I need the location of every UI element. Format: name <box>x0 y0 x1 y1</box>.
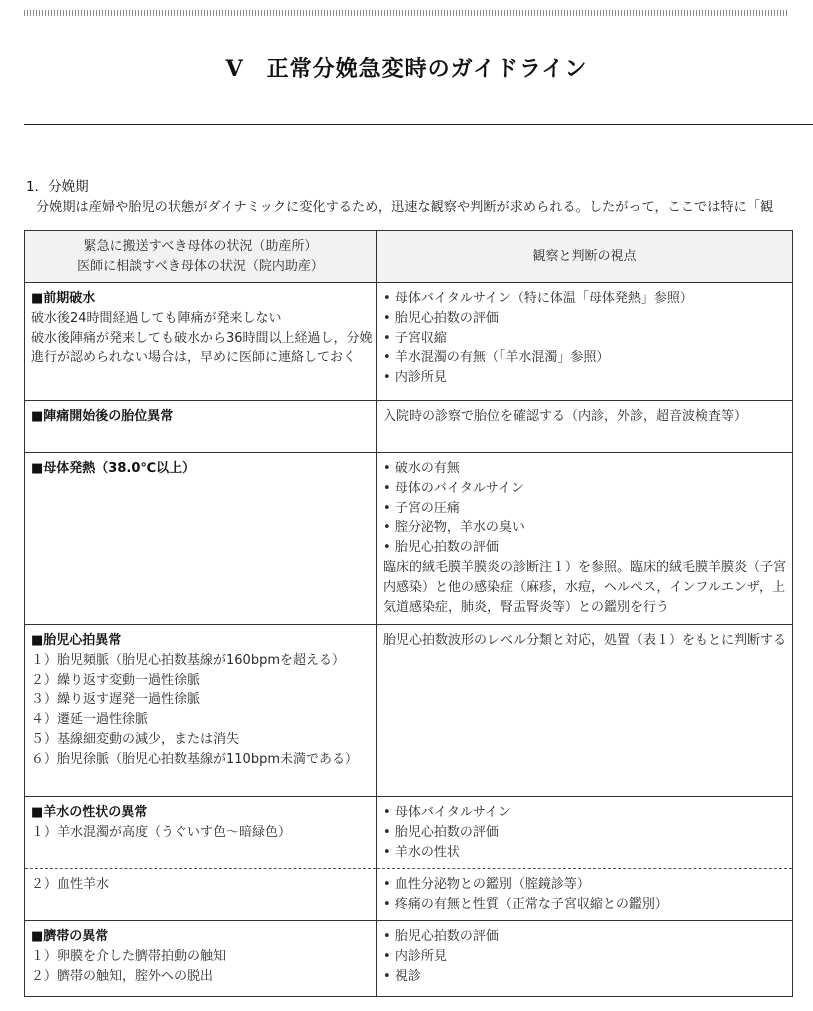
section-intro: 分娩期は産婦や胎児の状態がダイナミックに変化するため，迅速な観察や判断が求められる。したがって，ここでは特に「観 <box>36 200 774 215</box>
table-row <box>25 453 793 625</box>
condition-cell: ■ 臍帯の異常 １）卵膜を介した臍帯拍動の触知 ２）臍帯の触知，腟外への脱出 <box>25 921 377 997</box>
observation-cell: 入院時の診察で胎位を確認する（内診，外診，超音波検査等） <box>377 401 793 453</box>
table-row <box>25 921 793 997</box>
top-dotted-rule <box>24 10 788 16</box>
observation-cell: • 母体バイタルサイン（特に体温「母体発熱」参照） • 胎児心拍数の評価 • 子宮収縮 • 羊水混濁の有無（「羊水混濁」参照） • 内診所見 <box>377 283 793 401</box>
table-row <box>25 401 793 453</box>
table-row <box>25 625 793 797</box>
observation-cell: • 破水の有無 • 母体のバイタルサイン • 子宮の圧痛 • 腟分泌物，羊水の臭い • 胎児心拍数の評価 臨床的絨毛膜羊膜炎の診断注１）を参照。臨床的絨毛膜羊膜炎（子宮内感染）と他の感染症（麻疹，水痘，ヘルペス，インフルエンザ，上気道感染症，肺炎，腎盂腎炎等）との鑑別を行う <box>377 453 793 625</box>
condition-cell <box>25 453 377 625</box>
title-divider <box>24 124 813 125</box>
observation-cell: 胎児心拍数波形のレベル分類と対応，処置（表１）をもとに判断する <box>377 625 793 797</box>
condition-cell: ■ 前期破水 破水後24時間経過しても陣痛が発来しない 破水後陣痛が発来しても破水から36時間以上経過し，分娩 進行が認められない場合は，早めに医師に連絡しておく <box>25 283 377 401</box>
table-row <box>25 869 793 921</box>
condition-cell: ■ 胎児心拍異常 １）胎児頻脈（胎児心拍数基線が160bpmを超える） ２）繰り返す変動一過性徐脈 ３）繰り返す遅発一過性徐脈 ４）遷延一過性徐脈 ５）基線細変動の減少，または消失 ６）胎児徐脈（胎児心拍数基線が110bpm未満である） <box>25 625 377 797</box>
table-row <box>25 797 793 869</box>
row-title: ■ 母体発熱（38.0℃以上） <box>31 459 370 479</box>
header-observation-viewpoint: 観察と判断の視点 <box>377 231 793 283</box>
row-title: ■ 胎児心拍異常 <box>31 631 370 651</box>
row-title: ■ 臍帯の異常 <box>31 927 370 947</box>
condition-cell <box>25 401 377 453</box>
chapter-title: V 正常分娩急変時のガイドライン <box>225 56 588 82</box>
row-title: ■ 羊水の性状の異常 <box>31 803 370 823</box>
guideline-table <box>24 230 793 997</box>
row-title: ■ 陣痛開始後の胎位異常 <box>31 407 370 427</box>
header-maternal-conditions: 緊急に搬送すべき母体の状況（助産所） 医師に相談すべき母体の状況（院内助産） <box>25 231 377 283</box>
section-heading: 1．分娩期 <box>26 179 89 195</box>
observation-cell: • 血性分泌物との鑑別（腟鏡診等） • 疼痛の有無と性質（正常な子宮収縮との鑑別） <box>377 869 793 921</box>
table-row <box>25 283 793 401</box>
condition-cell: ２）血性羊水 <box>25 869 377 921</box>
observation-cell: • 胎児心拍数の評価 • 内診所見 • 視診 <box>377 921 793 997</box>
row-title: ■ 前期破水 <box>31 289 370 309</box>
observation-cell: • 母体バイタルサイン • 胎児心拍数の評価 • 羊水の性状 <box>377 797 793 869</box>
condition-cell: ■ 羊水の性状の異常 １）羊水混濁が高度（うぐいす色～暗緑色） <box>25 797 377 869</box>
